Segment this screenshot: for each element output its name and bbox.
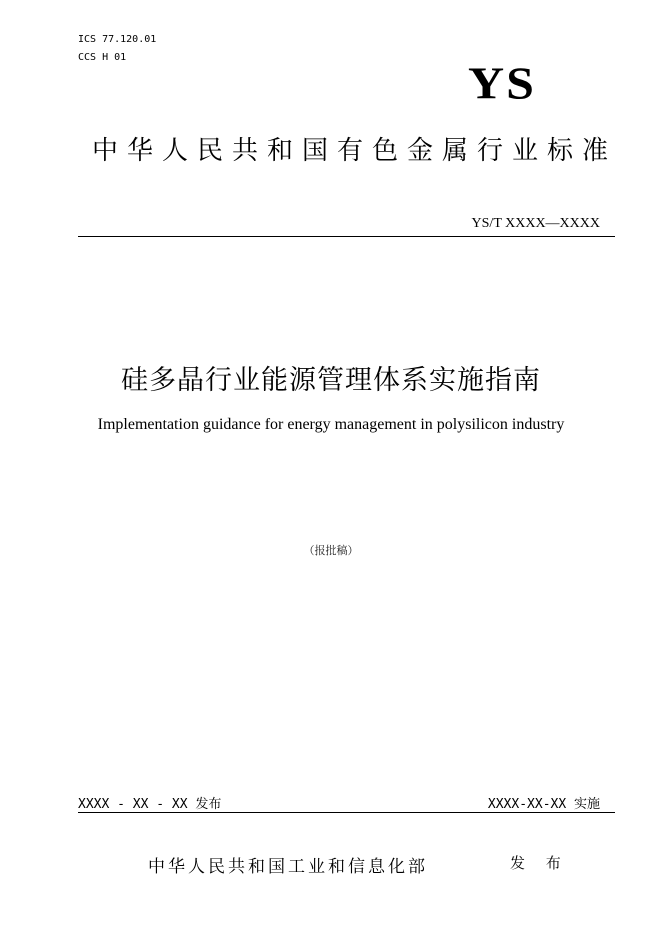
publish-date: XXXX - XX - XX 发布 (78, 797, 222, 812)
draft-status: （报批稿） (303, 544, 359, 557)
ics-code: ICS 77.120.01 (78, 34, 157, 45)
standard-organization-title: 中华人民共和国有色金属行业标准 (92, 136, 618, 166)
ys-logo: YS (468, 56, 536, 109)
ccs-code: CCS H 01 (78, 52, 127, 63)
issuing-authority: 中华人民共和国工业和信息化部 (148, 857, 428, 877)
footer-divider (78, 812, 615, 813)
header-divider (78, 236, 615, 237)
document-title-english: Implementation guidance for energy management in polysilicon industry (97, 416, 565, 433)
implement-date: XXXX-XX-XX 实施 (487, 797, 600, 812)
document-title-chinese: 硅多晶行业能源管理体系实施指南 (121, 365, 541, 396)
standard-number: YS/T XXXX—XXXX (471, 216, 600, 231)
publish-label: 发 布 (510, 854, 569, 872)
